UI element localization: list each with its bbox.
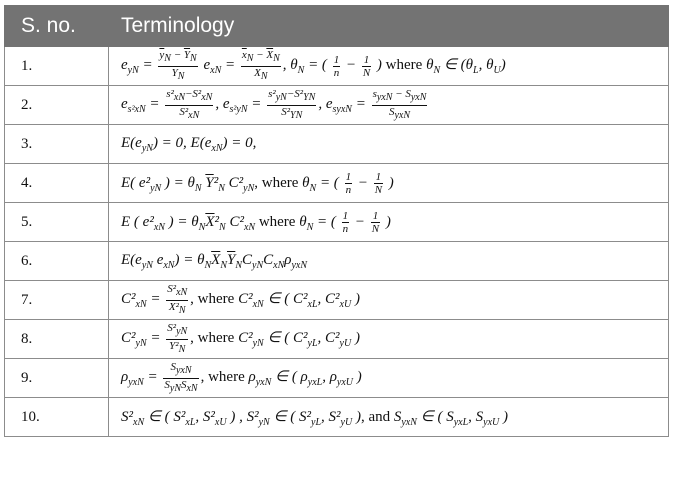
formula-cell: $C^2_{yN}$ = $\frac{S^2_{yN}}{\overline{Y}^2_N}$ , where $C^2_{yN}$ ∈ ( $C^2_{yL}$, $C^2_{yU}$ ) bbox=[109, 320, 669, 359]
table-row bbox=[5, 203, 669, 242]
table-row bbox=[5, 281, 669, 320]
formula-cell: E( $e^2_{yN}$ ) = $\theta_N$ $\overline{Y}^2_N$ $C^2_{yN}$, where $\theta_N$ = ( $\frac{1}{n}$ − $\frac{1}{N}$ ) bbox=[109, 164, 669, 203]
word-where: , where bbox=[200, 369, 245, 386]
formula-cell: $E(e_{yN}$ $e_{xN}) = \theta_N\overline{X}_N\overline{Y}_NC_{yN}C_{xN}\rho_{yxN}$ bbox=[109, 242, 669, 281]
header-row bbox=[5, 6, 669, 47]
word-where: , where bbox=[190, 330, 235, 347]
word-where: , where bbox=[190, 291, 235, 308]
header-terminology: Terminology bbox=[109, 6, 669, 47]
formula-cell: $S^2_{xN}$ ∈ ( $S^2_{xL}$, $S^2_{xU}$ ) , $S^2_{yN}$ ∈ ( $S^2_{yL}$, $S^2_{yU}$ ), and $S_{yxN}$ ∈ ( $S_{yxL}$, $S_{yxU}$ ) bbox=[109, 398, 669, 437]
formula-cell: $C^2_{xN}$ = $\frac{S^2_{xN}}{\overline{X}^2_N}$ , where $C^2_{xN}$ ∈ ( $C^2_{xL}$, $C^2_{xU}$ ) bbox=[109, 281, 669, 320]
table-row bbox=[5, 86, 669, 125]
word-where: where bbox=[258, 213, 296, 230]
row-number: 8. bbox=[5, 320, 109, 359]
header-sno: S. no. bbox=[5, 6, 109, 47]
formula-cell: $e_{yN}$ = $\frac{\overline{y}_N - \overline{Y}_N}{\overline{Y}_N}$ $e_{xN}$ = $\frac{\overline{x}_N - \overline{X}_N}{\overline{X}_N}$ , $\theta_N$ = ( $\frac{1}{n}$ − $\frac{1}{N}$ ) where $\theta_N$ ∈ ($\theta_L$, $\theta_U$) bbox=[109, 47, 669, 86]
terminology-table bbox=[4, 5, 669, 437]
formula-cell: $e_{s^2xN}$ = $\frac{s^2_{xN}-S^2_{xN}}{S^2_{xN}}$ , $e_{s^2yN}$ = $\frac{s^2_{yN}-S^2_{YN}}{S^2_{YN}}$ , $e_{syxN}$ = $\frac{s_{yxN} - S_{yxN}}{S_{yxN}}$ bbox=[109, 86, 669, 125]
table-row bbox=[5, 242, 669, 281]
row-number: 10. bbox=[5, 398, 109, 437]
row-number: 1. bbox=[5, 47, 109, 86]
row-number: 9. bbox=[5, 359, 109, 398]
row-number: 7. bbox=[5, 281, 109, 320]
row-number: 4. bbox=[5, 164, 109, 203]
row-number: 3. bbox=[5, 125, 109, 164]
word-and: , and bbox=[360, 408, 391, 425]
formula-cell: $\rho_{yxN}$ = $\frac{S_{yxN}}{S_{yN}S_{xN}}$ , where $\rho_{yxN}$ ∈ ( $\rho_{yxL}$, $\rho_{yxU}$ ) bbox=[109, 359, 669, 398]
table-row bbox=[5, 164, 669, 203]
table-row bbox=[5, 320, 669, 359]
table-row bbox=[5, 125, 669, 164]
formula-cell: $E(e_{yN}) = 0$, $E(e_{xN}) = 0$, bbox=[109, 125, 669, 164]
word-where: , where bbox=[254, 174, 299, 191]
table-row bbox=[5, 398, 669, 437]
table-row bbox=[5, 359, 669, 398]
table-row bbox=[5, 47, 669, 86]
row-number: 2. bbox=[5, 86, 109, 125]
formula-cell: E ( $e^2_{xN}$ ) = $\theta_N\overline{X}^2_N$ $C^2_{xN}$ where $\theta_N$ = ( $\frac{1}{n}$ − $\frac{1}{N}$ ) bbox=[109, 203, 669, 242]
row-number: 6. bbox=[5, 242, 109, 281]
word-where: where bbox=[385, 57, 423, 74]
row-number: 5. bbox=[5, 203, 109, 242]
